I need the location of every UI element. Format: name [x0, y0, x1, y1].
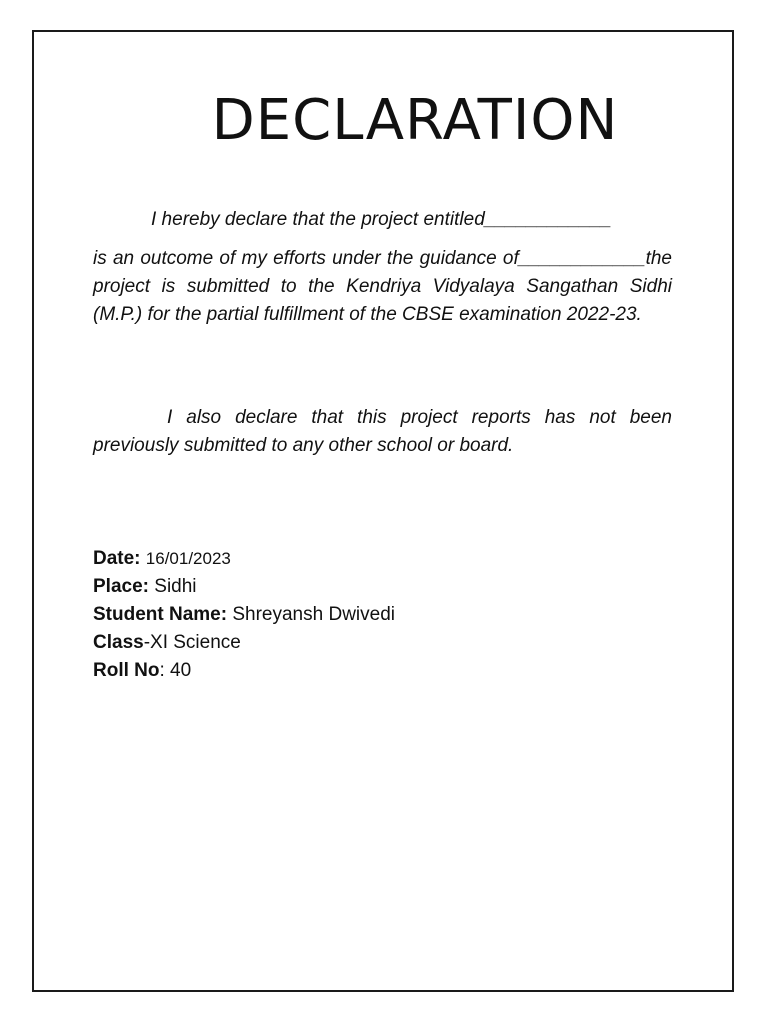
- page-title: DECLARATION: [211, 88, 619, 153]
- date-row: [93, 545, 395, 573]
- declaration-paragraph-2: I also declare that this project reports has not been previously submitted to any other school or board.: [93, 407, 672, 456]
- place-label: Place:: [93, 576, 149, 597]
- student-details: [93, 545, 395, 685]
- roll-no-row: [93, 657, 395, 685]
- date-label: Date:: [93, 548, 141, 569]
- declaration-paragraph-body: is an outcome of my efforts under the guidance of____________the project is submitted to the Kendriya Vidyalaya Sangathan Sidhi (M.P.) for the partial fulfillment of the CBSE examination 2022-23.: [93, 248, 672, 325]
- student-name-row: [93, 601, 395, 629]
- place-row: [93, 573, 395, 601]
- declaration-paragraph-line1: I hereby declare that the project entitled____________: [151, 209, 612, 230]
- place-value: Sidhi: [154, 576, 197, 597]
- date-value: 16/01/2023: [145, 549, 231, 568]
- page-border: [32, 30, 734, 992]
- student-name-value: Shreyansh Dwivedi: [232, 604, 395, 625]
- class-label: Class: [93, 632, 144, 653]
- roll-no-label: Roll No: [93, 660, 160, 681]
- student-name-label: Student Name:: [93, 604, 228, 625]
- roll-no-value: : 40: [159, 660, 192, 681]
- class-value: -XI Science: [143, 632, 241, 653]
- class-row: [93, 629, 395, 657]
